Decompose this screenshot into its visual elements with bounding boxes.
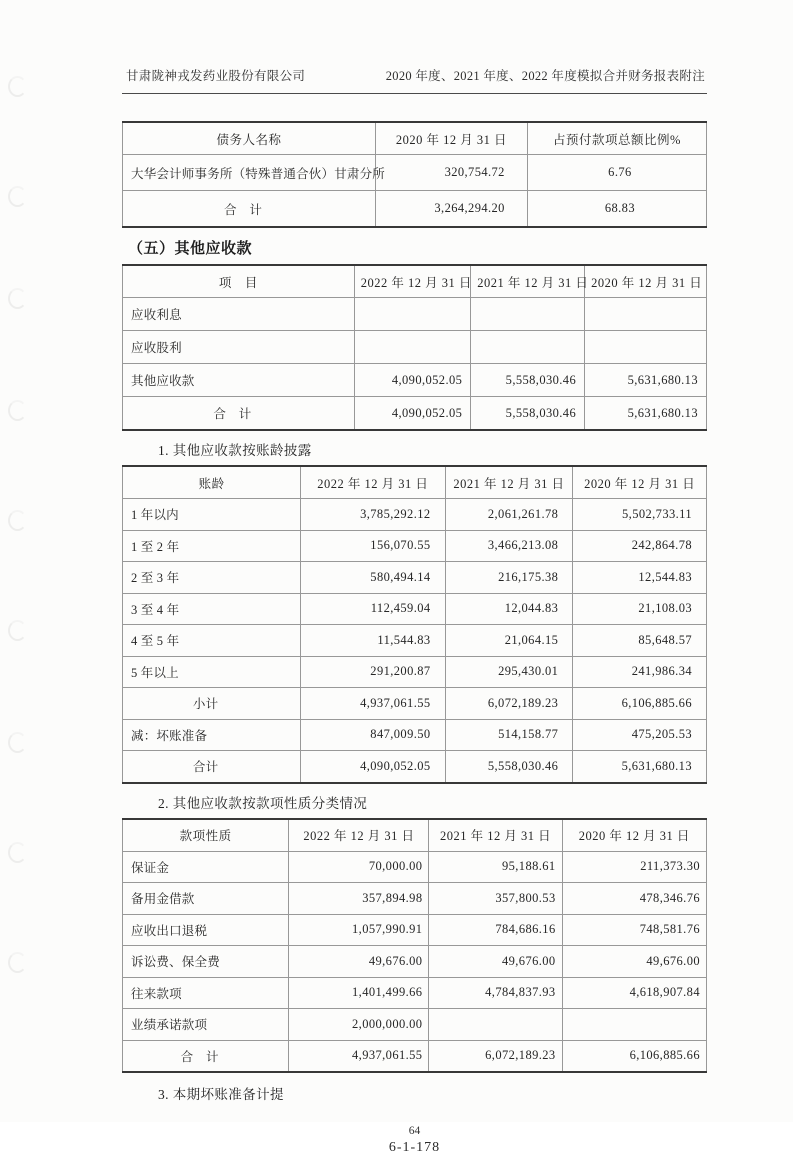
cell-value: 70,000.00 [289,851,429,883]
cell-value: 514,158.77 [445,719,573,751]
cell-value: 6.76 [527,155,706,191]
table-row [123,656,707,688]
row-label: 2 至 3 年 [123,562,301,594]
row-label: 合计 [123,751,301,783]
row-label: 诉讼费、保全费 [123,946,289,978]
cell-value [354,331,471,364]
column-header: 2020 年 12 月 31 日 [376,122,528,155]
cell-value: 4,937,061.55 [289,1040,429,1072]
scan-artifact [8,732,27,753]
cell-value: 475,205.53 [573,719,707,751]
cell-value: 2,061,261.78 [445,499,573,531]
cell-value [585,298,707,331]
scan-artifact [8,288,27,309]
cell-value [562,1009,706,1041]
subsection-title-provision: 3. 本期坏账准备计提 [158,1087,284,1102]
cell-value: 357,800.53 [429,883,562,915]
cell-value: 11,544.83 [301,625,445,657]
subsection-title-aging: 1. 其他应收款按账龄披露 [158,443,312,458]
column-header: 款项性质 [123,819,289,852]
column-header: 2021 年 12 月 31 日 [471,265,585,298]
cell-value: 68.83 [527,191,706,228]
table-row [123,914,707,946]
row-label: 大华会计师事务所（特殊普通合伙）甘肃分所 [123,155,376,191]
column-header: 2020 年 12 月 31 日 [585,265,707,298]
row-label: 1 年以内 [123,499,301,531]
cell-value: 320,754.72 [376,155,528,191]
table-row [123,364,707,397]
scan-artifact [8,76,27,97]
aging-analysis-table [122,465,707,784]
cell-value: 6,072,189.23 [445,688,573,720]
header-row [123,466,707,499]
scan-artifact [8,842,27,863]
cell-value: 112,459.04 [301,593,445,625]
row-label: 业绩承诺款项 [123,1009,289,1041]
table-row [123,298,707,331]
cell-value: 5,558,030.46 [445,751,573,783]
table-row [123,155,707,191]
cell-value: 1,057,990.91 [289,914,429,946]
column-header: 2022 年 12 月 31 日 [289,819,429,852]
header-row [123,122,707,155]
cell-value: 357,894.98 [289,883,429,915]
row-label: 应收股利 [123,331,355,364]
table-row [123,719,707,751]
page-number: 64 [408,1125,421,1137]
row-label: 保证金 [123,851,289,883]
column-header: 账龄 [123,466,301,499]
subsection-title-nature: 2. 其他应收款按款项性质分类情况 [158,795,368,811]
other-receivables-summary-table [122,264,707,431]
cell-value [585,331,707,364]
table-row [123,397,707,431]
table-row [123,191,707,228]
column-header: 2020 年 12 月 31 日 [573,466,707,499]
cell-value: 784,686.16 [429,914,562,946]
cell-value: 6,106,885.66 [562,1040,706,1072]
cell-value: 4,090,052.05 [301,751,445,783]
cell-value: 49,676.00 [289,946,429,978]
cell-value: 748,581.76 [562,914,706,946]
table-row [123,562,707,594]
cell-value: 6,106,885.66 [573,688,707,720]
cell-value: 5,631,680.13 [585,364,707,397]
table-row [123,946,707,978]
table-row [123,625,707,657]
cell-value: 49,676.00 [562,946,706,978]
column-header: 2022 年 12 月 31 日 [354,265,471,298]
page-footer [122,1125,707,1156]
cell-value: 156,070.55 [301,530,445,562]
header-row [123,265,707,298]
column-header: 2022 年 12 月 31 日 [301,466,445,499]
cell-value: 242,864.78 [573,530,707,562]
cell-value [471,331,585,364]
scan-artifact [8,952,27,973]
scan-artifact [8,510,27,531]
column-header: 2021 年 12 月 31 日 [445,466,573,499]
cell-value: 4,090,052.05 [354,397,471,431]
column-header: 2021 年 12 月 31 日 [429,819,562,852]
cell-value: 4,618,907.84 [562,977,706,1009]
cell-value: 85,648.57 [573,625,707,657]
company-name: 甘肃陇神戎发药业股份有限公司 [126,69,306,83]
cell-value: 5,631,680.13 [585,397,707,431]
document-number: 6-1-178 [388,1140,441,1155]
cell-value: 847,009.50 [301,719,445,751]
column-header: 2020 年 12 月 31 日 [562,819,706,852]
cell-value: 4,090,052.05 [354,364,471,397]
cell-value: 2,000,000.00 [289,1009,429,1041]
cell-value: 5,558,030.46 [471,364,585,397]
row-label: 1 至 2 年 [123,530,301,562]
cell-value [354,298,471,331]
cell-value: 3,264,294.20 [376,191,528,228]
row-label: 应收出口退税 [123,914,289,946]
cell-value: 3,785,292.12 [301,499,445,531]
cell-value: 21,064.15 [445,625,573,657]
cell-value: 241,986.34 [573,656,707,688]
cell-value: 12,044.83 [445,593,573,625]
table-row [123,530,707,562]
row-label: 小计 [123,688,301,720]
row-label: 合 计 [123,1040,289,1072]
cell-value: 216,175.38 [445,562,573,594]
cell-value [471,298,585,331]
row-label: 减：坏账准备 [123,719,301,751]
table-row [123,499,707,531]
table-row [123,331,707,364]
table-row [123,1040,707,1072]
table-row [123,977,707,1009]
table-row [123,851,707,883]
row-label: 合 计 [123,191,376,228]
cell-value: 5,502,733.11 [573,499,707,531]
cell-value: 295,430.01 [445,656,573,688]
row-label: 5 年以上 [123,656,301,688]
cell-value: 4,937,061.55 [301,688,445,720]
header-row [123,819,707,852]
table-row [123,593,707,625]
row-label: 合 计 [123,397,355,431]
page-header [122,66,707,94]
row-label: 备用金借款 [123,883,289,915]
row-label: 往来款项 [123,977,289,1009]
report-title: 2020 年度、2021 年度、2022 年度模拟合并财务报表附注 [385,69,705,83]
cell-value: 49,676.00 [429,946,562,978]
cell-value: 5,558,030.46 [471,397,585,431]
cell-value: 580,494.14 [301,562,445,594]
row-label: 应收利息 [123,298,355,331]
nature-classification-table [122,818,707,1074]
column-header: 债务人名称 [123,122,376,155]
row-label: 3 至 4 年 [123,593,301,625]
scan-artifact [8,620,27,641]
cell-value: 5,631,680.13 [573,751,707,783]
table-row [123,688,707,720]
cell-value: 95,188.61 [429,851,562,883]
row-label: 其他应收款 [123,364,355,397]
cell-value: 6,072,189.23 [429,1040,562,1072]
cell-value: 4,784,837.93 [429,977,562,1009]
table-row [123,751,707,783]
table-row [123,1009,707,1041]
cell-value: 3,466,213.08 [445,530,573,562]
column-header: 项 目 [123,265,355,298]
section-title: （五）其他应收款 [128,241,253,257]
scan-artifact [8,186,27,207]
cell-value [429,1009,562,1041]
cell-value: 291,200.87 [301,656,445,688]
row-label: 4 至 5 年 [123,625,301,657]
prepayment-debtors-table [122,121,707,228]
cell-value: 478,346.76 [562,883,706,915]
column-header: 占预付款项总额比例% [527,122,706,155]
scan-artifact [8,400,27,421]
cell-value: 211,373.30 [562,851,706,883]
cell-value: 1,401,499.66 [289,977,429,1009]
cell-value: 21,108.03 [573,593,707,625]
table-row [123,883,707,915]
cell-value: 12,544.83 [573,562,707,594]
